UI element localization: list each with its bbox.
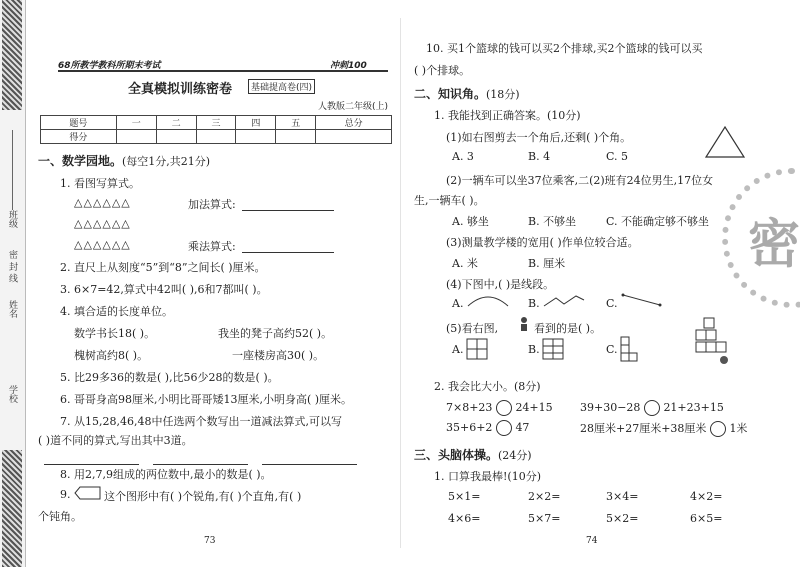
view-a-icon: [466, 338, 488, 360]
table-cell: 总分: [316, 116, 392, 130]
option: B. 厘米: [528, 257, 566, 270]
brand: 冲刺100: [330, 61, 367, 71]
choice-1: (1)如右图剪去一个角后,还剩( )个角。: [446, 131, 632, 144]
q4a: 数学书长18( )。: [74, 327, 156, 340]
option: B. 不够坐: [528, 215, 577, 228]
q6: 6. 哥哥身高98厘米,小明比哥哥矮13厘米,小明身高( )厘米。: [60, 393, 353, 406]
compare-item: 39+30−28 21+23+15: [580, 401, 724, 414]
option: A. 米: [452, 257, 478, 270]
table-cell: 一: [116, 116, 156, 130]
triangles-row: △△△△△△: [74, 238, 131, 251]
stamp-text: 密: [748, 214, 800, 275]
option: C.: [606, 343, 618, 356]
choice-5b: 看到的是( )。: [534, 322, 602, 335]
edition: 人教版二年级(上): [318, 102, 389, 112]
school-label: 学校: [7, 385, 17, 403]
option: A. 3: [452, 150, 474, 163]
polyline-figure-icon: [542, 292, 586, 308]
score-table: [40, 115, 392, 144]
binding-strip: [0, 0, 26, 567]
s3-q1: 1. 口算我最棒!(10分): [434, 470, 541, 483]
hatch-top: [2, 0, 22, 110]
score-cell[interactable]: [196, 130, 236, 144]
compare-circle[interactable]: [496, 400, 512, 416]
page-number-left: 73: [204, 536, 216, 546]
series-name: 68所教学教科所期末考试: [58, 61, 161, 71]
calc-item: 4×6=: [448, 512, 481, 525]
option: C.: [606, 297, 618, 310]
s2-q1: 1. 我能找到正确答案。(10分): [434, 109, 581, 122]
table-row: [41, 116, 392, 130]
seal-line: [12, 130, 13, 210]
compare-item: 35+6+2 47: [446, 421, 530, 434]
q9-number: 9.: [60, 488, 71, 501]
mul-answer-line[interactable]: [242, 240, 334, 253]
option: A.: [452, 343, 464, 356]
name-label: 姓名: [7, 300, 17, 318]
header-rule: [58, 70, 388, 72]
table-cell: 二: [156, 116, 196, 130]
option: C. 5: [606, 150, 629, 163]
s2-q2: 2. 我会比大小。(8分): [434, 380, 541, 393]
q4b: 我坐的凳子高约52( )。: [218, 327, 333, 340]
compare-item: 7×8+23 24+15: [446, 401, 553, 414]
score-cell[interactable]: [236, 130, 276, 144]
section-title: 二、知识角。: [414, 87, 487, 101]
choice-5: (5)看右图,: [446, 322, 499, 335]
class-label: 班级: [7, 210, 17, 228]
view-b-icon: [542, 338, 564, 360]
q10: 10. 买1个篮球的钱可以买2个排球,买2个篮球的钱可以买: [426, 42, 703, 55]
choice-4: (4)下图中,( )是线段。: [446, 278, 555, 291]
score-cell[interactable]: [116, 130, 156, 144]
table-cell: 三: [196, 116, 236, 130]
seal-stamp: [722, 168, 800, 308]
calc-item: 5×2=: [606, 512, 639, 525]
option: C. 不能确定够不够坐: [606, 215, 710, 228]
title-badge: [248, 79, 315, 94]
add-answer-line[interactable]: [242, 198, 334, 211]
q8: 8. 用2,7,9组成的两位数中,最小的数是( )。: [60, 468, 272, 481]
q4: 4. 填合适的长度单位。: [60, 305, 173, 318]
calc-item: 6×5=: [690, 512, 723, 525]
option: A.: [452, 297, 464, 310]
child-figure-icon: [516, 316, 532, 332]
page-title: 全真模拟训练密卷: [128, 82, 233, 97]
choice-2b: 生,一辆车( )。: [414, 194, 485, 207]
q3: 3. 6×7=42,算式中42叫( ),6和7都叫( )。: [60, 283, 268, 296]
compare-item: 28厘米+27厘米+38厘米 1米: [580, 422, 748, 435]
triangles-row: △△△△△△: [74, 196, 131, 209]
arc-figure-icon: [466, 292, 510, 308]
section-note: (24分): [498, 449, 532, 462]
view-c-icon: [620, 336, 642, 362]
option: A. 够坐: [452, 215, 489, 228]
triangle-figure-icon: [704, 125, 746, 159]
q5: 5. 比29多36的数是( ),比56少28的数是( )。: [60, 371, 279, 384]
seal-label: 密 封 线: [7, 250, 17, 283]
q1: 1. 看图写算式。: [60, 177, 140, 190]
compare-circle[interactable]: [496, 420, 512, 436]
calc-item: 3×4=: [606, 490, 639, 503]
q9c: 个钝角。: [38, 510, 82, 523]
calc-item: 2×2=: [528, 490, 561, 503]
add-label: 加法算式:: [188, 198, 236, 211]
table-cell: 得分: [41, 130, 117, 144]
page-number-right: 74: [586, 536, 598, 546]
section-1-heading: [38, 152, 210, 169]
q10b: ( )个排球。: [414, 64, 471, 77]
triangles-row: △△△△△△: [74, 217, 131, 230]
segment-figure-icon: [620, 292, 664, 308]
section-note: (18分): [486, 88, 520, 101]
choice-3: (3)测量教学楼的宽用( )作单位较合适。: [446, 236, 639, 249]
table-cell: 四: [236, 116, 276, 130]
q7: 7. 从15,28,46,48中任选两个数写出一道减法算式,可以写: [60, 415, 342, 428]
section-note: (每空1分,共21分): [122, 155, 211, 168]
q2: 2. 直尺上从刻度“5”到“8”之间长( )厘米。: [60, 261, 266, 274]
calc-item: 4×2=: [690, 490, 723, 503]
option: B.: [528, 343, 540, 356]
q4c: 槐树高约8( )。: [74, 349, 149, 362]
section-title: 三、头脑体操。: [414, 448, 499, 462]
badge-text: 基础提高卷(四): [248, 79, 315, 94]
q7b: ( )道不同的算式,写出其中3道。: [38, 434, 193, 447]
section-3-heading: [414, 446, 532, 463]
q4d: 一座楼房高30( )。: [232, 349, 325, 362]
page-divider: [400, 18, 401, 548]
table-cell: 题号: [41, 116, 117, 130]
choice-2: (2)一辆车可以坐37位乘客,二(2)班有24位男生,17位女: [446, 174, 714, 187]
table-row: [41, 130, 392, 144]
q7-answer-lines[interactable]: [44, 452, 357, 465]
score-cell[interactable]: [156, 130, 196, 144]
calc-item: 5×1=: [448, 490, 481, 503]
cube-figure-icon: [694, 316, 734, 368]
section-title: 一、数学园地。: [38, 154, 123, 168]
section-2-heading: [414, 85, 520, 102]
hatch-bottom: [2, 450, 22, 567]
compare-circle[interactable]: [710, 421, 726, 437]
score-cell[interactable]: [276, 130, 316, 144]
pentagon-shape-icon: [74, 486, 102, 500]
compare-circle[interactable]: [644, 400, 660, 416]
option: B. 4: [528, 150, 551, 163]
score-cell[interactable]: [316, 130, 392, 144]
table-cell: 五: [276, 116, 316, 130]
calc-item: 5×7=: [528, 512, 561, 525]
mul-label: 乘法算式:: [188, 240, 236, 253]
q9: 这个图形中有( )个锐角,有( )个直角,有( ): [104, 490, 302, 503]
option: B.: [528, 297, 540, 310]
